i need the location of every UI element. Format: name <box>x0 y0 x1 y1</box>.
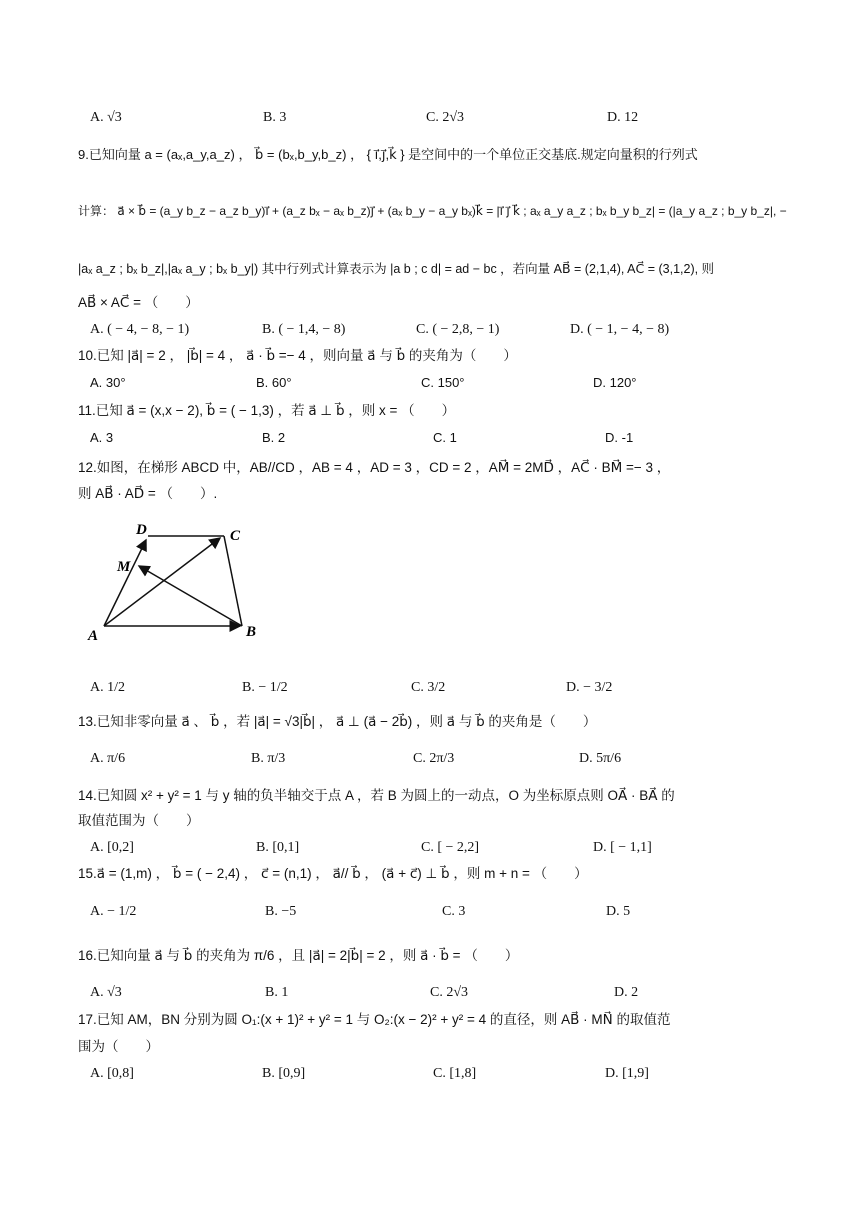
q9-option-a: A. ( − 4, − 8, − 1) <box>90 322 190 337</box>
label-d: D <box>136 522 147 538</box>
q10-option-b: B. 60° <box>256 375 292 390</box>
q16-option-a: A. √3 <box>90 985 122 1000</box>
q13-stem: 13.已知非零向量 a⃗ 、 b⃗ ，若 |a⃗| = √3|b⃗| ， a⃗ ⊥ (a⃗ − 2b⃗) ，则 a⃗ 与 b⃗ 的夹角是（ ） <box>78 714 597 729</box>
q11-option-b: B. 2 <box>262 430 286 445</box>
q9-option-c: C. ( − 2,8, − 1) <box>416 322 500 337</box>
q16-stem: 16.已知向量 a⃗ 与 b⃗ 的夹角为 π/6 ，且 |a⃗| = 2|b⃗| = 2 ，则 a⃗ · b⃗ = （ ） <box>78 948 519 963</box>
q11-option-c: C. 1 <box>433 430 457 445</box>
vector-bm <box>139 566 242 626</box>
q17-line-2: 围为（ ） <box>78 1039 159 1054</box>
q12-option-c: C. 3/2 <box>411 680 446 695</box>
segment-cb <box>224 536 242 626</box>
q15-option-b: B. −5 <box>265 904 297 919</box>
q12-line-2: 则 AB⃗ · AD⃗ = （ ）. <box>78 486 218 501</box>
q16-option-b: B. 1 <box>265 985 289 1000</box>
vector-ac <box>104 538 220 626</box>
q13-option-b: B. π/3 <box>251 751 286 766</box>
q17-option-b: B. [0,9] <box>262 1066 306 1081</box>
q14-option-a: A. [0,2] <box>90 840 134 855</box>
q10-option-a: A. 30° <box>90 375 126 390</box>
q11-stem: 11.已知 a⃗ = (x,x − 2), b⃗ = ( − 1,3) ，若 a⃗ ⊥ b⃗ ，则 x = （ ） <box>78 403 456 418</box>
q10-stem: 10.已知 |a⃗| = 2 ， |b⃗| = 4 ， a⃗ · b⃗ =− 4 ，则向量 a⃗ 与 b⃗ 的夹角为（ ） <box>78 348 517 363</box>
q8-option-c: C. 2√3 <box>426 110 465 125</box>
q12-option-d: D. − 3/2 <box>566 680 613 695</box>
label-c: C <box>230 528 241 544</box>
q10-option-d: D. 120° <box>593 375 637 390</box>
q16-option-d: D. 2 <box>614 985 639 1000</box>
q9-option-b: B. ( − 1,4, − 8) <box>262 322 346 337</box>
q14-option-c: C. [ − 2,2] <box>421 840 480 855</box>
q13-option-a: A. π/6 <box>90 751 126 766</box>
q14-option-b: B. [0,1] <box>256 840 300 855</box>
q12-line-1: 12.如图，在梯形 ABCD 中，AB//CD ，AB = 4 ，AD = 3 ，CD = 2 ，AM⃗ = 2MD⃗ ，AC⃗ · BM⃗ =− 3 ， <box>78 460 671 475</box>
q11-option-a: A. 3 <box>90 430 114 445</box>
q11-option-d: D. -1 <box>605 430 634 445</box>
q14-line-2: 取值范围为（ ） <box>78 813 200 828</box>
q9-line-4: AB⃗ × AC⃗ = （ ） <box>78 295 199 310</box>
q14-line-1: 14.已知圆 x² + y² = 1 与 y 轴的负半轴交于点 A ，若 B 为圆上的一动点，O 为坐标原点则 OA⃗ · BA⃗ 的 <box>78 788 675 803</box>
q15-option-c: C. 3 <box>442 904 466 919</box>
q15-stem: 15.a⃗ = (1,m) ， b⃗ = ( − 2,4) ， c⃗ = (n,1) ， a⃗// b⃗ ， (a⃗ + c⃗) ⊥ b⃗ ，则 m + n = （ ） <box>78 866 588 881</box>
q17-option-a: A. [0,8] <box>90 1066 134 1081</box>
vector-ad <box>104 540 146 626</box>
label-b: B <box>246 624 257 640</box>
q16-option-c: C. 2√3 <box>430 985 469 1000</box>
q9-line-3: |aₓ a_z ; bₓ b_z|,|aₓ a_y ; bₓ b_y|) 其中行列式计算表示为 |a b ; c d| = ad − bc ，若向量 AB⃗ = (2,1,4), AC⃗ = (3,1,2), 则 <box>78 262 715 276</box>
q9-option-d: D. ( − 1, − 4, − 8) <box>570 322 670 337</box>
q17-option-c: C. [1,8] <box>433 1066 477 1081</box>
q8-option-a: A. √3 <box>90 110 122 125</box>
q17-option-d: D. [1,9] <box>605 1066 649 1081</box>
q8-option-d: D. 12 <box>607 110 639 125</box>
q12-option-a: A. 1/2 <box>90 680 125 695</box>
trapezoid-figure <box>84 518 274 648</box>
q15-option-a: A. − 1/2 <box>90 904 137 919</box>
q10-option-c: C. 150° <box>421 375 465 390</box>
q17-line-1: 17.已知 AM，BN 分别为圆 O₁:(x + 1)² + y² = 1 与 O₂:(x − 2)² + y² = 4 的直径，则 AB⃗ · MN⃗ 的取值范 <box>78 1012 671 1027</box>
q15-option-d: D. 5 <box>606 904 631 919</box>
label-m: M <box>117 559 131 575</box>
q9-line-1: 9.已知向量 a = (aₓ,a_y,a_z) ， b⃗ = (bₓ,b_y,b_z) ， { i⃗,j⃗,k⃗ } 是空间中的一个单位正交基底.规定向量积的行列式 <box>78 147 698 162</box>
label-a: A <box>88 628 99 644</box>
q8-option-b: B. 3 <box>263 110 287 125</box>
q13-option-c: C. 2π/3 <box>413 751 455 766</box>
q14-option-d: D. [ − 1,1] <box>593 840 652 855</box>
q13-option-d: D. 5π/6 <box>579 751 622 766</box>
q9-line-2: 计算： a⃗ × b⃗ = (a_y b_z − a_z b_y)i⃗ + (a_z bₓ − aₓ b_z)j⃗ + (aₓ b_y − a_y bₓ)k⃗ = |i⃗ j⃗ k⃗ ; aₓ a_y a_z ; bₓ b_y b_z| = (|a_y a_z ; b_y b_z|, − <box>78 204 787 218</box>
q12-option-b: B. − 1/2 <box>242 680 288 695</box>
